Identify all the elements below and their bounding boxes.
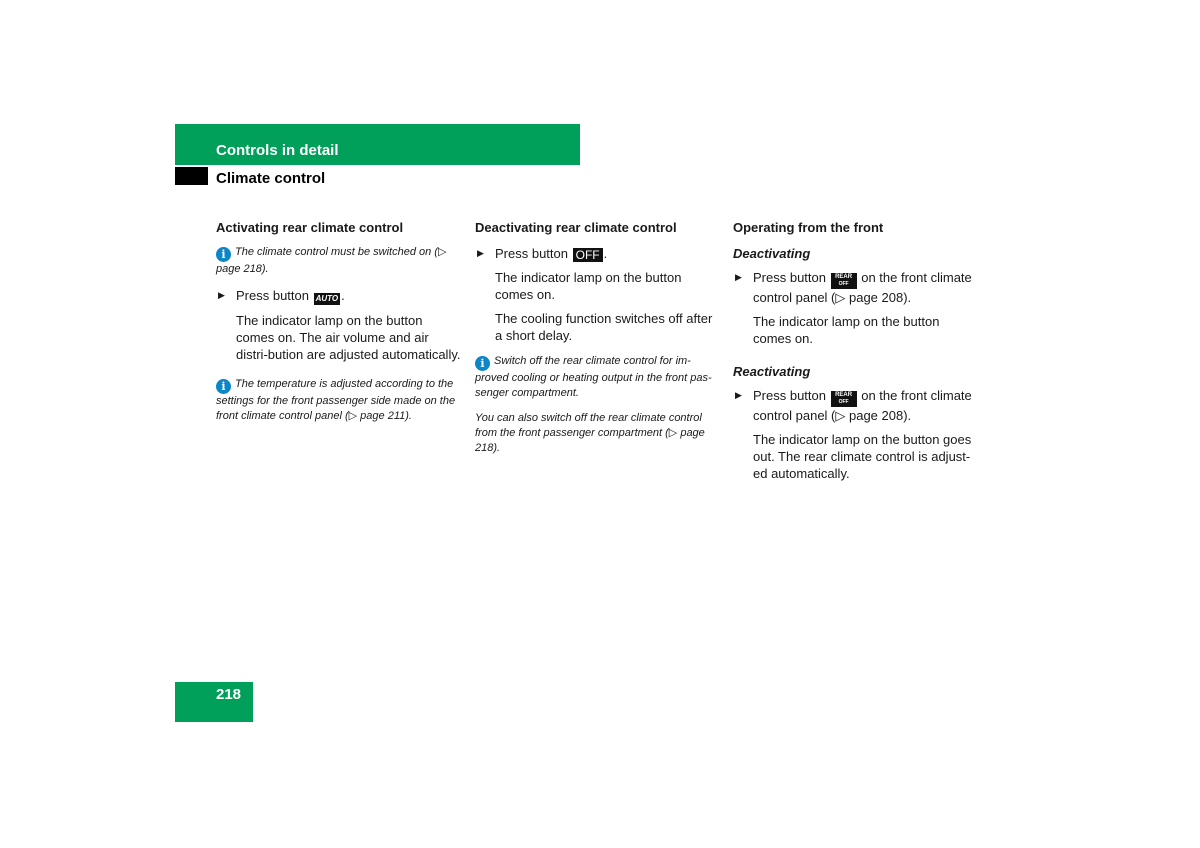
step-text: Press button bbox=[236, 288, 313, 303]
step-press-auto bbox=[216, 287, 461, 305]
step-punct: . bbox=[341, 288, 345, 303]
column-operating-front bbox=[733, 219, 978, 489]
step-text-after: on the front climate control panel (▷ page 208). bbox=[753, 270, 972, 305]
note-text-plain: You can also switch off the rear climate control from the front passenger compartment (▷ page 218). bbox=[475, 412, 705, 454]
step-text: Press button bbox=[753, 270, 830, 285]
auto-button-icon: AUTO bbox=[315, 294, 339, 303]
page-number: 218 bbox=[216, 686, 242, 703]
result-text: The indicator lamp on the button comes on. bbox=[753, 314, 940, 346]
subheading-reactivating: Reactivating bbox=[733, 364, 811, 379]
rear-off-button-icon bbox=[831, 391, 857, 407]
page-number-box bbox=[175, 682, 253, 722]
step-text-after: on the front climate control panel (▷ page 208). bbox=[753, 388, 972, 423]
note-text: The temperature is adjusted according to the settings for the front passenger side made on the front climate control panel (▷ page 211). bbox=[216, 378, 456, 422]
step-press-rear-off bbox=[733, 387, 978, 424]
info-icon: i bbox=[475, 356, 490, 371]
key-label-top: REAR bbox=[835, 274, 853, 280]
key-label-bottom: OFF bbox=[838, 281, 849, 287]
heading-activating: Activating rear climate control bbox=[216, 220, 404, 235]
key-label-top: REAR bbox=[835, 392, 853, 398]
chapter-title: Controls in detail bbox=[216, 142, 339, 159]
result-text: The indicator lamp on the button comes on. bbox=[495, 270, 682, 302]
section-title: Climate control bbox=[216, 170, 326, 187]
info-note bbox=[216, 377, 461, 424]
info-note bbox=[475, 354, 720, 401]
step-press-rear-off bbox=[733, 269, 978, 306]
key-label-bottom: OFF bbox=[838, 399, 849, 405]
bullet-arrow-icon: ▶ bbox=[735, 390, 742, 400]
result-text: The indicator lamp on the button goes out. The rear climate control is adjust-ed automatically. bbox=[753, 432, 972, 481]
result-text: The cooling function switches off after a short delay. bbox=[495, 311, 713, 343]
note-text: Switch off the rear climate control for im-proved cooling or heating output in the front pas-senger compartment. bbox=[475, 355, 712, 399]
result-text: The indicator lamp on the button comes on. The air volume and air distri-bution are adjusted automatically. bbox=[236, 313, 461, 362]
bullet-arrow-icon: ▶ bbox=[477, 248, 484, 258]
column-activating bbox=[216, 219, 461, 434]
off-button-icon: OFF bbox=[573, 248, 603, 262]
rear-off-button-icon bbox=[831, 273, 857, 289]
step-text: Press button bbox=[753, 388, 830, 403]
subheading-deactivating: Deactivating bbox=[733, 246, 811, 261]
bullet-arrow-icon: ▶ bbox=[735, 272, 742, 282]
info-icon: i bbox=[216, 247, 231, 262]
heading-deactivating: Deactivating rear climate control bbox=[475, 220, 677, 235]
bullet-arrow-icon: ▶ bbox=[218, 290, 225, 300]
note-text: The climate control must be switched on (▷ page 218). bbox=[216, 246, 447, 275]
info-note bbox=[216, 245, 461, 277]
info-icon: i bbox=[216, 379, 231, 394]
step-punct: . bbox=[603, 246, 608, 261]
heading-operating-front: Operating from the front bbox=[733, 220, 884, 235]
step-press-off bbox=[475, 245, 720, 262]
column-deactivating bbox=[475, 219, 720, 466]
step-text: Press button bbox=[495, 246, 572, 261]
section-marker bbox=[175, 167, 208, 185]
